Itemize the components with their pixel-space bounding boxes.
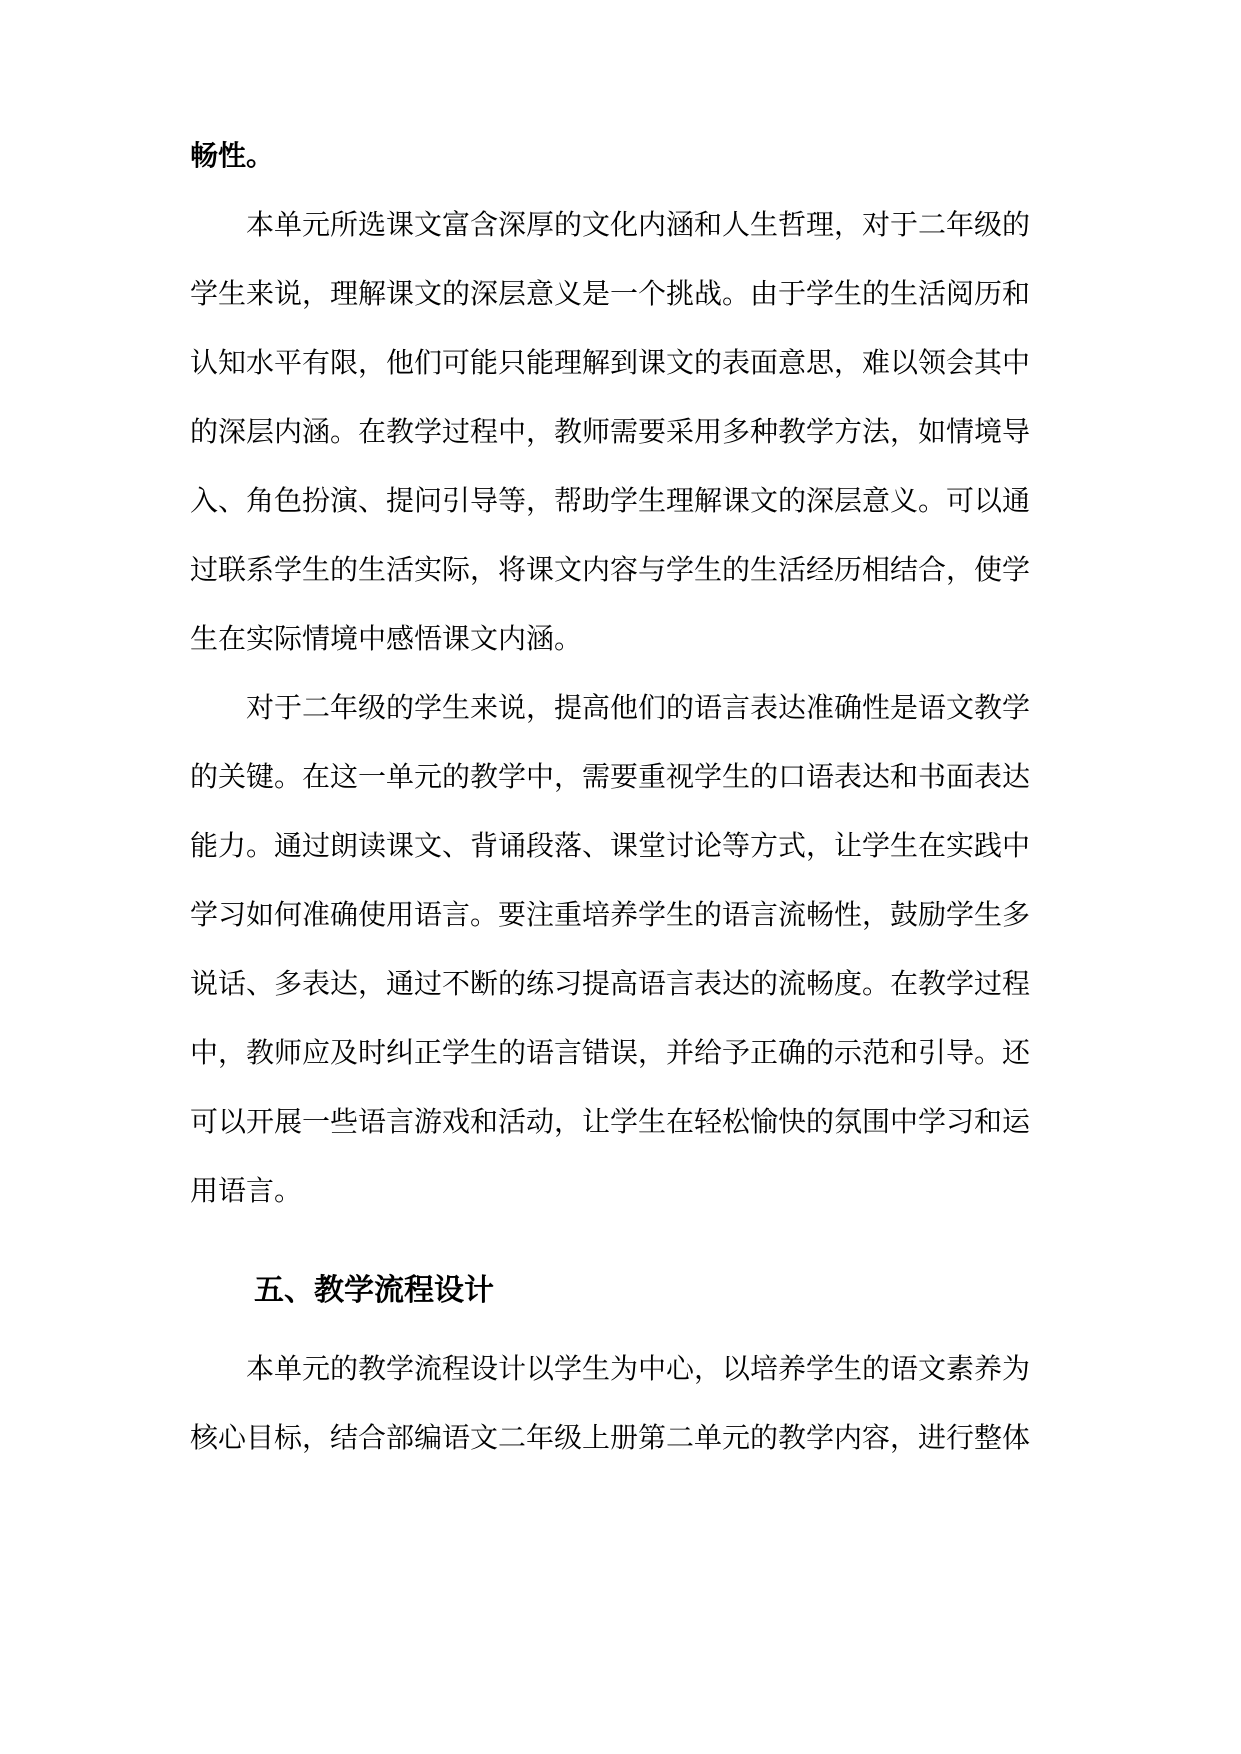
paragraph-line: 过联系学生的生活实际，将课文内容与学生的生活经历相结合，使学 [190,554,1031,586]
paragraph-cultural-content [190,209,1060,655]
paragraph-line: 可以开展一些语言游戏和活动，让学生在轻松愉快的氛围中学习和运 [190,1106,1031,1138]
paragraph-line: 的关键。在这一单元的教学中，需要重视学生的口语表达和书面表达 [190,761,1031,793]
paragraph-language-expression [190,692,1060,1207]
document-page [190,140,1060,1454]
paragraph-line: 说话、多表达，通过不断的练习提高语言表达的流畅度。在教学过程 [190,968,1031,1000]
paragraph-line: 生在实际情境中感悟课文内涵。 [190,623,583,655]
paragraph-line: 入、角色扮演、提问引导等，帮助学生理解课文的深层意义。可以通 [190,485,1031,517]
paragraph-line: 中，教师应及时纠正学生的语言错误，并给予正确的示范和引导。还 [190,1037,1031,1069]
paragraph-teaching-flow [190,1353,1060,1454]
paragraph-continuation-line: 畅性。 [190,140,275,172]
paragraph-line: 的深层内涵。在教学过程中，教师需要采用多种教学方法，如情境导 [190,416,1031,448]
paragraph-line: 本单元的教学流程设计以学生为中心，以培养学生的语文素养为 [246,1353,1031,1385]
paragraph-line: 认知水平有限，他们可能只能理解到课文的表面意思，难以领会其中 [190,347,1031,379]
section-heading: 五、教学流程设计 [254,1273,494,1308]
paragraph-line: 学习如何准确使用语言。要注重培养学生的语言流畅性，鼓励学生多 [190,899,1031,931]
paragraph-line: 能力。通过朗读课文、背诵段落、课堂讨论等方式，让学生在实践中 [190,830,1031,862]
paragraph-line: 学生来说，理解课文的深层意义是一个挑战。由于学生的生活阅历和 [190,278,1031,310]
paragraph-line: 用语言。 [190,1175,303,1207]
paragraph-line: 本单元所选课文富含深厚的文化内涵和人生哲理，对于二年级的 [246,209,1031,241]
paragraph-line: 核心目标，结合部编语文二年级上册第二单元的教学内容，进行整体 [190,1422,1031,1454]
paragraph-line: 对于二年级的学生来说，提高他们的语言表达准确性是语文教学 [246,692,1031,724]
